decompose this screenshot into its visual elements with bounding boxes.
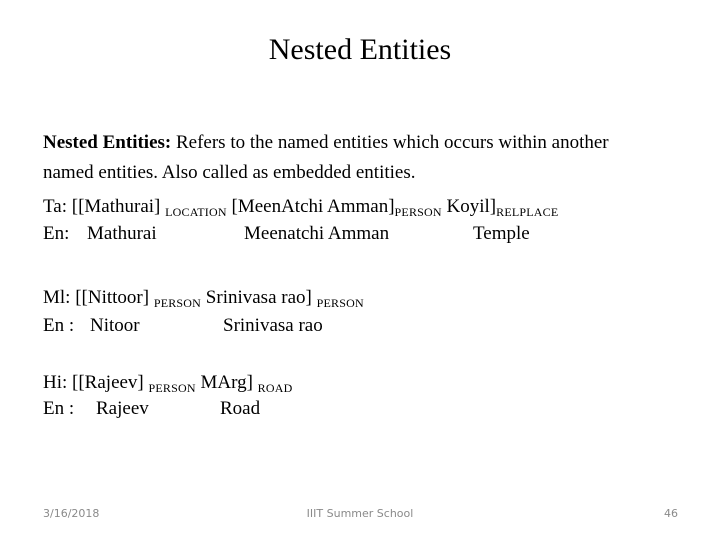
example-ta-annotated bbox=[43, 195, 558, 224]
definition-text-1: Refers to the named entities which occurs within another bbox=[171, 132, 609, 153]
translation-road: Road bbox=[220, 398, 261, 419]
example-ml-annotated bbox=[43, 286, 364, 315]
tag-person-2: PERSON bbox=[316, 296, 364, 310]
lang-label-ml: Ml: bbox=[43, 287, 71, 308]
definition-term: Nested Entities: bbox=[43, 132, 172, 153]
example-ml-translation bbox=[43, 314, 683, 338]
example-ta-translation bbox=[43, 222, 683, 246]
footer-date: 3/16/2018 bbox=[43, 507, 100, 520]
entity-koyil: Koyil] bbox=[446, 196, 497, 217]
footer-center-text: IIIT Summer School bbox=[306, 507, 414, 520]
en-label-hi: En : bbox=[43, 398, 75, 419]
slide-title: Nested Entities bbox=[268, 33, 452, 66]
translation-mathurai: Mathurai bbox=[87, 223, 157, 244]
lang-label-ta: Ta: bbox=[43, 196, 67, 217]
translation-srinivasa: Srinivasa rao bbox=[223, 315, 323, 336]
entity-nittoor: [[Nittoor] bbox=[75, 287, 150, 308]
footer-page-number: 46 bbox=[664, 507, 678, 520]
entity-mathurai: [[Mathurai] bbox=[71, 196, 161, 217]
tag-road: ROAD bbox=[257, 381, 293, 395]
lang-label-hi: Hi: bbox=[43, 372, 68, 393]
entity-rajeev: [[Rajeev] bbox=[72, 372, 144, 393]
tag-person-1: PERSON bbox=[153, 296, 202, 310]
tag-person-hi: PERSON bbox=[148, 381, 196, 395]
translation-temple: Temple bbox=[473, 223, 530, 244]
definition-line-1 bbox=[43, 131, 609, 155]
translation-nitoor: Nitoor bbox=[90, 315, 140, 336]
en-label-ta: En: bbox=[43, 223, 70, 244]
translation-meenatchi: Meenatchi Amman bbox=[244, 223, 390, 244]
tag-location: LOCATION bbox=[165, 205, 227, 219]
example-hi-annotated bbox=[43, 371, 292, 400]
tag-relplace: RELPLACE bbox=[496, 205, 559, 219]
en-label-ml: En : bbox=[43, 315, 75, 336]
entity-srinivasa: Srinivasa rao] bbox=[205, 287, 312, 308]
entity-meenatchi: [MeenAtchi Amman] bbox=[231, 196, 395, 217]
translation-rajeev: Rajeev bbox=[96, 398, 149, 419]
entity-marg: MArg] bbox=[200, 372, 253, 393]
definition-line-2: named entities. Also called as embedded entities. bbox=[43, 162, 416, 183]
example-hi-translation bbox=[43, 397, 683, 421]
tag-person: PERSON bbox=[394, 205, 442, 219]
